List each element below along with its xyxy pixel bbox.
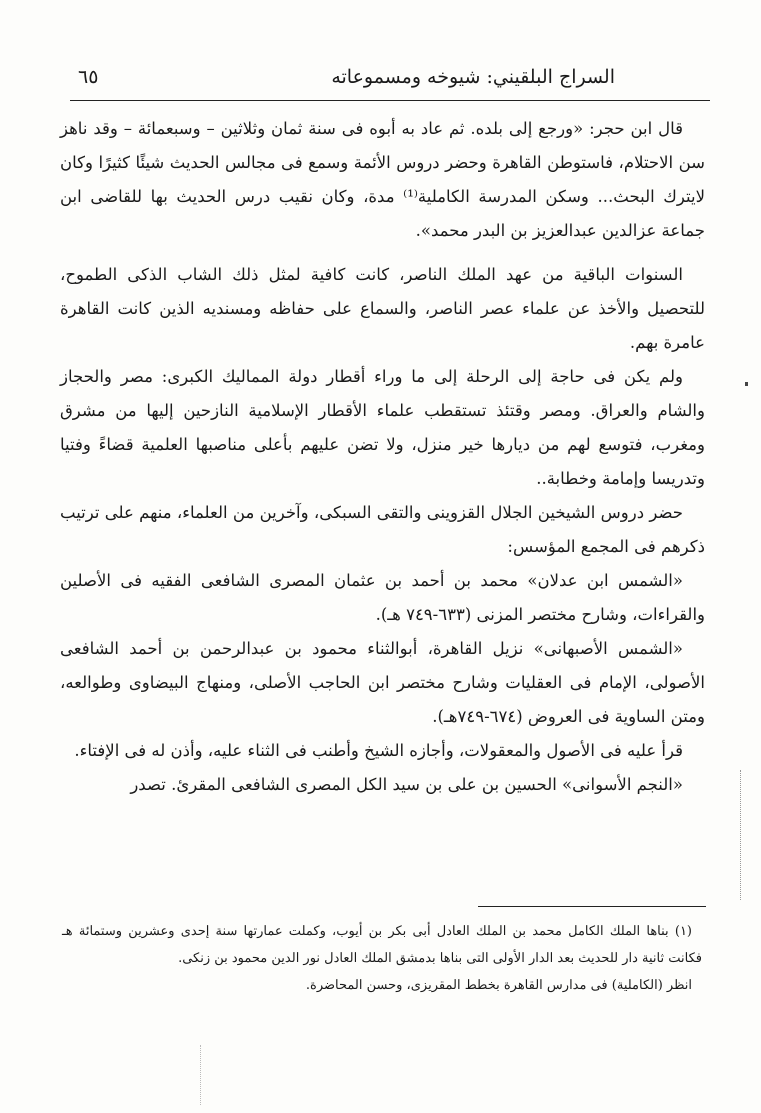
scan-edge-marks (740, 770, 742, 900)
paragraph-nasir-years: السنوات الباقية من عهد الملك الناصر، كانت كافية لمثل ذلك الشاب الذكى الطموح، للتحصيل والأخذ عن علماء عصر الناصر، والسماع على حفاظه ومسنديه الذين كانت القاهرة عامرة بهم. (60, 265, 705, 352)
main-text (60, 112, 705, 802)
footnote-reference: انظر (الكاملية) فى مدارس القاهرة بخطط المقريزى، وحسن المحاضرة. (305, 978, 692, 993)
scan-bottom-marks (200, 1045, 202, 1105)
footnote-rule (478, 906, 706, 907)
paragraph-no-travel: ولم يكن فى حاجة إلى الرحلة إلى ما وراء أقطار دولة المماليك الكبرى: مصر والحجاز والشام والعراق. ومصر وقتئذ تستقطب علماء الأقطار الإسلامية النازحين إليها من مشرق ومغرب، فتوسع لهم من ديارها خير منزل، ولا تضن عليهم بأعلى مناصبها العلمية قضاءً وفتيا وتدريسا وإمامة وخطابة.. (60, 367, 705, 488)
page-header (70, 62, 710, 96)
paragraph-ibn-hajar-quote: قال ابن حجر: «ورجع إلى بلده. ثم عاد به أبوه فى سنة ثمان وثلاثين – وسبعمائة – وقد ناهز سن الاحتلام، فاستوطن القاهرة وحضر دروس الأئمة وسمع فى مجالس الحديث شيئًا كثيرًا وكان لايترك البحث... وسكن المدرسة الكاملية⁽¹⁾ مدة، وكان نقيب درس الحديث بها للقاضى ابن جماعة عزالدين عبدالعزيز بن البدر محمد». (60, 119, 705, 240)
paragraph-aswani: «النجم الأسوانى» الحسين بن على بن سيد الكل المصرى الشافعى المقرئ. تصدر (130, 775, 683, 794)
paragraph-ijaza: قرأ عليه فى الأصول والمعقولات، وأجازه الشيخ وأطنب فى الثناء عليه، وأذن له فى الإفتاء. (74, 741, 683, 760)
paragraph-teachers-intro: حضر دروس الشيخين الجلال القزوينى والتقى السبكى، وآخرين من العلماء، منهم على ترتيب ذكرهم فى المجمع المؤسس: (60, 503, 705, 556)
paragraph-ibn-adlan: «الشمس ابن عدلان» محمد بن أحمد بن عثمان المصرى الشافعى الفقيه فى الأصلين والقراءات، وشارح مختصر المزنى (٦٣٣-٧٤٩ هـ). (60, 571, 705, 624)
page-number: ٦٥ (78, 66, 99, 88)
margin-speck (745, 382, 748, 386)
footnotes (62, 918, 702, 999)
header-rule (70, 100, 710, 101)
paragraph-isfahani: «الشمس الأصبهانى» نزيل القاهرة، أبوالثناء محمود بن عبدالرحمن بن أحمد الشافعى الأصولى، الإمام فى العقليات وشارح مختصر ابن الحاجب الأصلى، ومنهاج البيضاوى وطوالعه، ومتن الساوية فى العروض (٦٧٤-٧٤٩هـ). (60, 639, 705, 726)
running-title: السراج البلقيني: شيوخه ومسموعاته (331, 66, 615, 88)
footnote-1: (١) بناها الملك الكامل محمد بن الملك العادل أبى بكر بن أيوب، وكملت عمارتها سنة إحدى وعشرين وستمائة هـ فكانت ثانية دار للحديث بعد الدار الأولى التى بناها بدمشق الملك العادل نور الدين محمود بن زنكى. (62, 924, 702, 966)
